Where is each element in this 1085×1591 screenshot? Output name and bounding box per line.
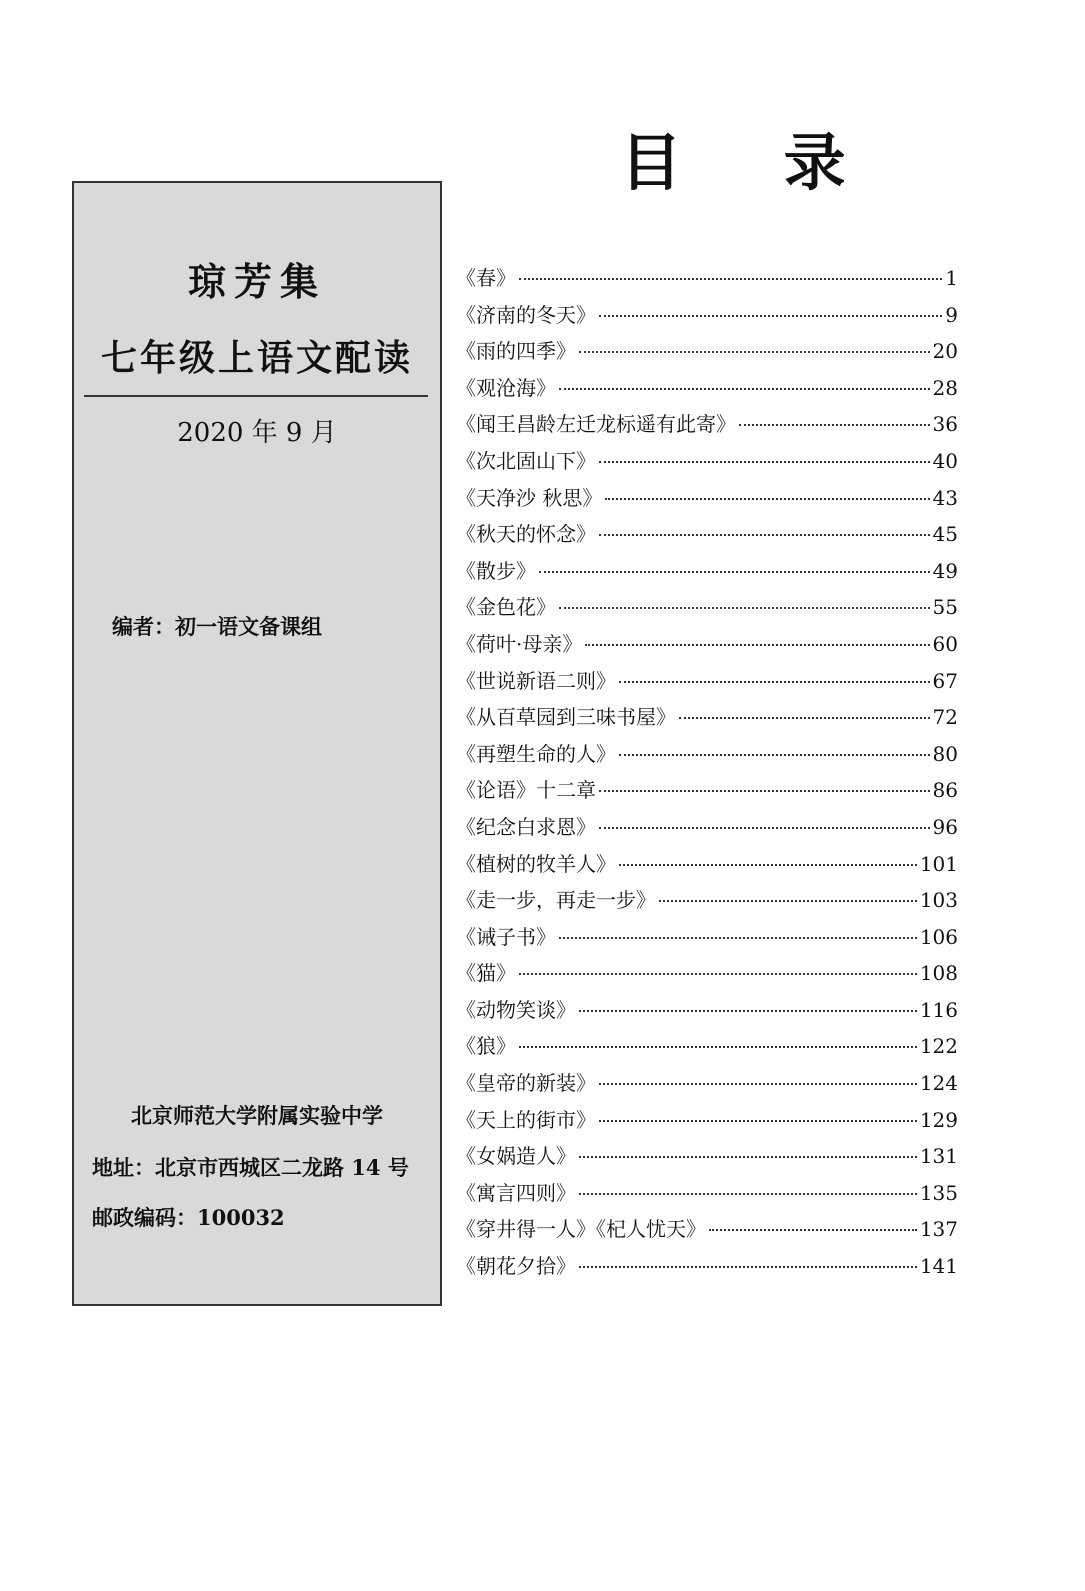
dot-leader [579,1266,917,1268]
toc-entry [456,772,958,809]
dot-leader [579,1010,917,1012]
toc-entry [456,699,958,736]
dot-leader [579,1193,917,1195]
toc-entry-title: 《猫》 [456,961,516,986]
postal-code: 邮政编码：100032 [92,1205,285,1230]
editor-credit: 编者：初一语文备课组 [112,614,322,639]
toc-entry [456,589,958,626]
toc-entry-title: 《闻王昌龄左迁龙标遥有此寄》 [456,412,736,437]
toc-entry-page: 135 [919,1180,958,1205]
toc-entry [456,1175,958,1212]
toc-entry [456,955,958,992]
toc-entry-title: 《观沧海》 [456,375,556,400]
toc-entry [456,297,958,334]
dot-leader [599,534,930,536]
toc-entry [456,406,958,443]
toc-entry-page: 141 [919,1254,958,1279]
toc-entry-title: 《济南的冬天》 [456,302,596,327]
toc-entry-title: 《散步》 [456,558,536,583]
dot-leader [559,388,930,390]
toc-entry-title: 《动物笑谈》 [456,997,576,1022]
dot-leader [739,424,930,426]
toc-entry-page: 137 [919,1217,958,1242]
toc-entry [456,626,958,663]
toc-entry-page: 36 [932,412,958,437]
toc-entry-title: 《次北固山下》 [456,448,596,473]
dot-leader [599,315,942,317]
dot-leader [599,461,930,463]
toc-entry-page: 101 [919,851,958,876]
toc-entry-page: 9 [945,302,958,327]
dot-leader [585,644,929,646]
dot-leader [709,1229,917,1231]
toc-entry-page: 124 [919,1071,958,1096]
toc-entry-title: 《春》 [456,266,516,290]
toc-entry [456,1211,958,1248]
toc-entry-page: 72 [932,705,958,730]
toc-entry-page: 55 [932,595,958,620]
toc-entry-page: 28 [932,375,958,400]
table-of-contents [456,260,958,1285]
dot-leader [599,1083,917,1085]
toc-entry [456,516,958,553]
dot-leader [579,1156,917,1158]
toc-entry [456,480,958,517]
book-title: 琼芳集 [187,259,326,304]
toc-entry [456,553,958,590]
toc-entry [456,370,958,407]
toc-entry [456,443,958,480]
toc-entry-page: 45 [932,522,958,547]
toc-entry [456,809,958,846]
dot-leader [619,864,917,866]
toc-entry-page: 1 [945,266,958,290]
toc-entry [456,1028,958,1065]
toc-entry-page: 43 [932,485,958,510]
toc-entry [456,260,958,297]
book-subtitle: 七年级上语文配读 [100,337,413,379]
toc-entry [456,919,958,956]
toc-entry-page: 131 [919,1144,958,1169]
toc-entry [456,736,958,773]
toc-entry-title: 《天上的街市》 [456,1107,596,1132]
toc-entry [456,1248,958,1285]
dot-leader [519,973,917,975]
dot-leader [539,571,930,573]
toc-entry [456,992,958,1029]
toc-entry-page: 40 [932,448,958,473]
toc-entry [456,1138,958,1175]
toc-entry-title: 《天净沙 秋思》 [456,485,603,510]
toc-entry [456,846,958,883]
toc-entry [456,1102,958,1139]
toc-entry-title: 《雨的四季》 [456,339,576,364]
toc-entry-title: 《寓言四则》 [456,1180,576,1205]
cover-panel [72,181,442,1306]
toc-entry-title: 《纪念白求恩》 [456,814,596,839]
toc-entry [456,663,958,700]
dot-leader [519,278,942,280]
page-title: 目 录 [620,126,886,199]
dot-leader [619,681,930,683]
toc-entry-title: 《朝花夕拾》 [456,1254,576,1279]
toc-entry-page: 129 [919,1107,958,1132]
dot-leader [519,1046,917,1048]
toc-entry-page: 122 [919,1034,958,1059]
toc-entry [456,882,958,919]
dot-leader [559,937,917,939]
toc-entry-page: 116 [919,997,958,1022]
toc-entry-title: 《皇帝的新装》 [456,1071,596,1096]
toc-entry-title: 《论语》十二章 [456,778,596,803]
toc-entry-title: 《女娲造人》 [456,1144,576,1169]
toc-entry-page: 86 [932,778,958,803]
toc-entry-title: 《秋天的怀念》 [456,522,596,547]
dot-leader [619,754,930,756]
toc-entry-title: 《金色花》 [456,595,556,620]
dot-leader [579,351,930,353]
toc-entry [456,1065,958,1102]
toc-entry-page: 49 [932,558,958,583]
divider [84,395,428,397]
school-name: 北京师范大学附属实验中学 [131,1103,383,1128]
toc-entry-title: 《从百草园到三味书屋》 [456,705,676,730]
school-address: 地址：北京市西城区二龙路 14 号 [92,1155,409,1180]
toc-entry-page: 103 [919,888,958,913]
toc-entry-title: 《诫子书》 [456,924,556,949]
dot-leader [599,827,930,829]
toc-entry-title: 《植树的牧羊人》 [456,851,616,876]
toc-entry-title: 《穿井得一人》《杞人忧天》 [456,1217,706,1242]
toc-entry-page: 67 [932,668,958,693]
dot-leader [605,498,929,500]
dot-leader [599,790,930,792]
toc-entry [456,333,958,370]
toc-entry-page: 80 [932,741,958,766]
toc-entry-title: 《狼》 [456,1034,516,1059]
toc-entry-page: 106 [919,924,958,949]
dot-leader [599,1120,917,1122]
toc-entry-title: 《再塑生命的人》 [456,741,616,766]
publication-date: 2020 年 9 月 [177,418,337,448]
toc-entry-page: 60 [932,631,958,656]
toc-entry-title: 《走一步，再走一步》 [456,888,656,913]
toc-entry-page: 20 [932,339,958,364]
toc-entry-page: 108 [919,961,958,986]
dot-leader [679,717,930,719]
toc-entry-page: 96 [932,814,958,839]
dot-leader [659,900,917,902]
toc-entry-title: 《世说新语二则》 [456,668,616,693]
dot-leader [559,607,930,609]
toc-entry-title: 《荷叶·母亲》 [456,631,583,656]
